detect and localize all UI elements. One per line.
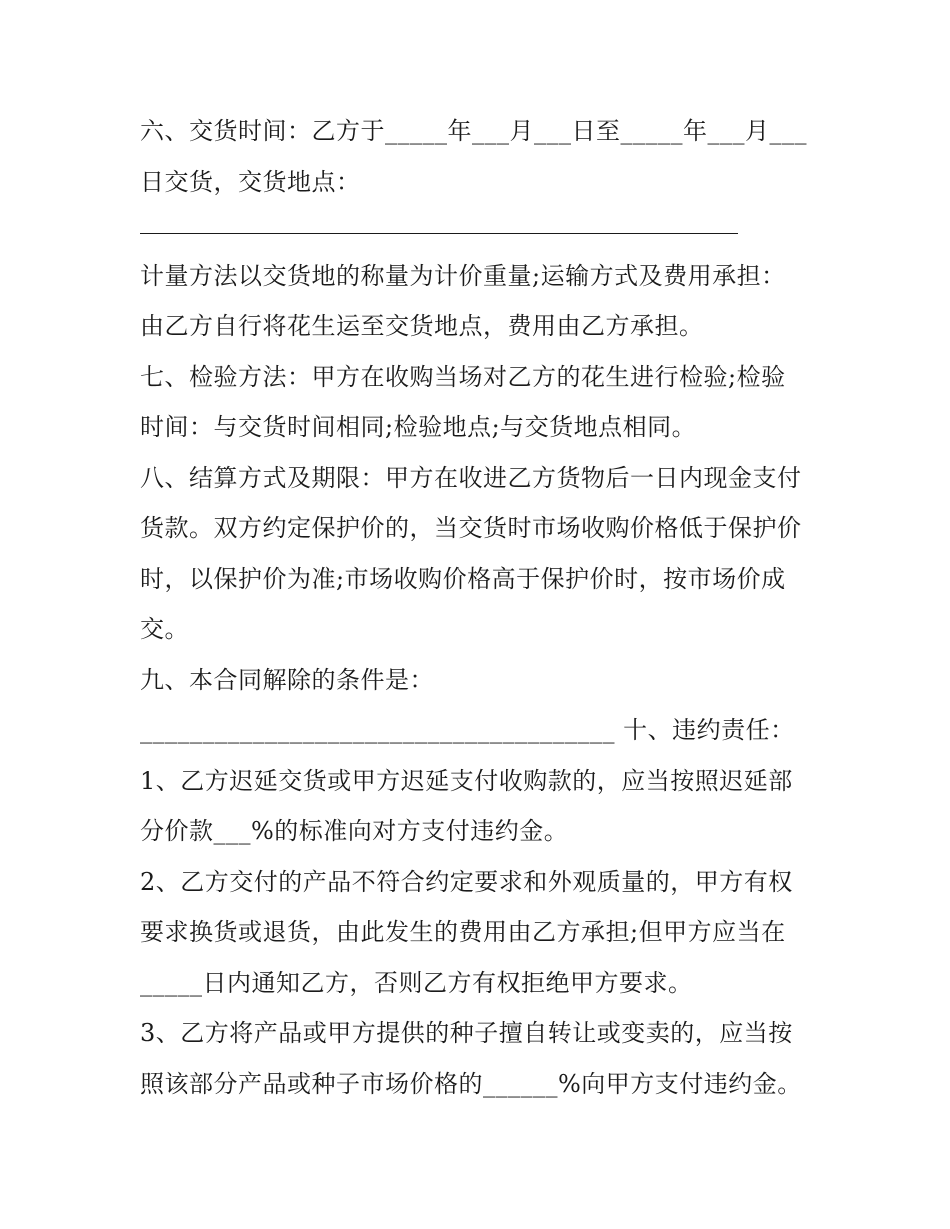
- text-line: 交。: [140, 615, 189, 643]
- text-line: 时间：与交货时间相同;检验地点;与交货地点相同。: [140, 413, 697, 441]
- text-line: 2、乙方交付的产品不符合约定要求和外观质量的，甲方有权: [140, 868, 793, 896]
- text-line: 要求换货或退货，由此发生的费用由乙方承担;但甲方应当在: [140, 918, 786, 946]
- blank-underline: [140, 233, 738, 234]
- text-line: 时，以保护价为准;市场收购价格高于保护价时，按市场价成: [140, 565, 786, 593]
- text-line: 日交货，交货地点：: [140, 168, 361, 196]
- text-line: 分价款___%的标准向对方支付违约金。: [140, 817, 569, 845]
- text-line: 计量方法以交货地的称量为计价重量;运输方式及费用承担：: [140, 262, 786, 290]
- text-line: ______________________________________ 十、违约责任：: [140, 716, 795, 744]
- text-line: 九、本合同解除的条件是：: [140, 666, 434, 694]
- text-line: 货款。双方约定保护价的，当交货时市场收购价格低于保护价: [140, 514, 802, 542]
- text-line: _____日内通知乙方，否则乙方有权拒绝甲方要求。: [140, 969, 693, 997]
- text-line: 3、乙方将产品或甲方提供的种子擅自转让或变卖的，应当按: [140, 1019, 793, 1047]
- text-line: 六、交货时间：乙方于_____年___月___日至_____年___月___: [140, 117, 807, 145]
- text-line: 照该部分产品或种子市场价格的______%向甲方支付违约金。: [140, 1070, 802, 1098]
- text-line: 八、结算方式及期限：甲方在收进乙方货物后一日内现金支付: [140, 464, 802, 492]
- text-line: 七、检验方法：甲方在收购当场对乙方的花生进行检验;检验: [140, 363, 786, 391]
- text-line: 由乙方自行将花生运至交货地点，费用由乙方承担。: [140, 312, 704, 340]
- text-line: 1、乙方迟延交货或甲方迟延支付收购款的，应当按照迟延部: [140, 767, 793, 795]
